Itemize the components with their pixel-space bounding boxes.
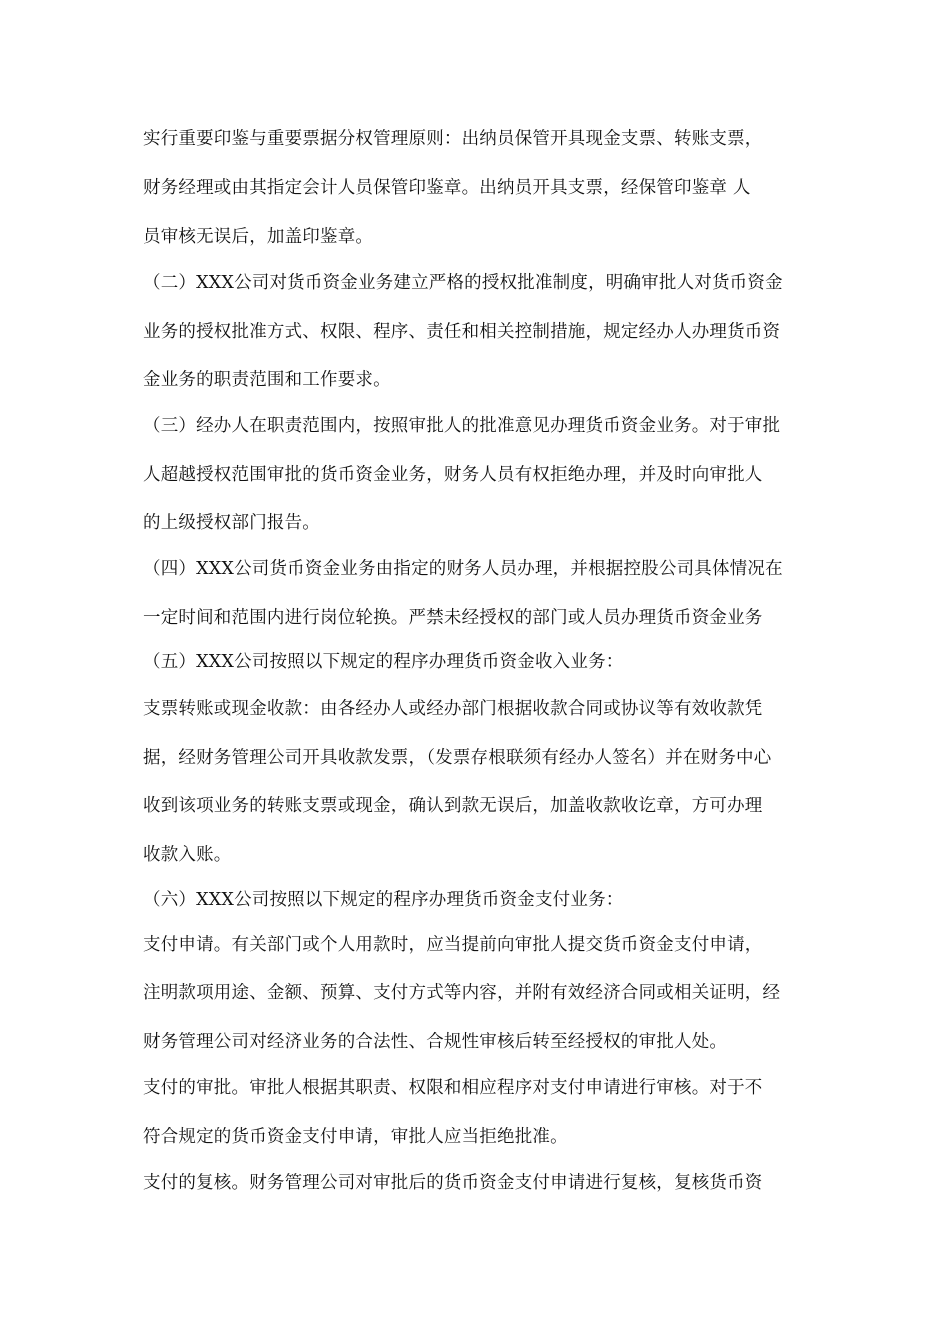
text-line: 实行重要印鉴与重要票据分权管理原则：出纳员保管开具现金支票、转账支票， <box>143 129 763 149</box>
text-line: 一定时间和范围内进行岗位轮换。严禁未经授权的部门或人员办理货币资金业务 <box>143 608 763 628</box>
text-line: （五）XXX公司按照以下规定的程序办理货币资金收入业务： <box>143 652 624 672</box>
text-line: （二）XXX公司对货币资金业务建立严格的授权批准制度，明确审批人对货币资金 <box>143 273 783 293</box>
text-line: （四）XXX公司货币资金业务由指定的财务人员办理，并根据控股公司具体情况在 <box>143 559 783 579</box>
text-line: 金业务的职责范围和工作要求。 <box>143 370 391 390</box>
text-line: 的上级授权部门报告。 <box>143 513 320 533</box>
text-line: 支付申请。有关部门或个人用款时，应当提前向审批人提交货币资金支付申请， <box>143 935 763 955</box>
text-line: 支付的复核。财务管理公司对审批后的货币资金支付申请进行复核，复核货币资 <box>143 1173 763 1193</box>
text-line: 符合规定的货币资金支付申请，审批人应当拒绝批准。 <box>143 1127 568 1147</box>
text-line: 收款入账。 <box>143 845 232 865</box>
text-line: 据，经财务管理公司开具收款发票，（发票存根联须有经办人签名）并在财务中心 <box>143 748 772 768</box>
text-line: 注明款项用途、金额、预算、支付方式等内容，并附有效经济合同或相关证明，经 <box>143 983 781 1003</box>
text-line: 财务经理或由其指定会计人员保管印鉴章。出纳员开具支票，经保管印鉴章 人 <box>143 178 751 198</box>
text-line: 支票转账或现金收款：由各经办人或经办部门根据收款合同或协议等有效收款凭 <box>143 699 763 719</box>
text-line: （三）经办人在职责范围内，按照审批人的批准意见办理货币资金业务。对于审批 <box>143 416 781 436</box>
text-line: 收到该项业务的转账支票或现金，确认到款无误后，加盖收款收讫章，方可办理 <box>143 796 763 816</box>
text-line: （六）XXX公司按照以下规定的程序办理货币资金支付业务： <box>143 890 624 910</box>
text-line: 业务的授权批准方式、权限、程序、责任和相关控制措施，规定经办人办理货币资 <box>143 322 781 342</box>
text-line: 员审核无误后，加盖印鉴章。 <box>143 227 374 247</box>
text-line: 财务管理公司对经济业务的合法性、合规性审核后转至经授权的审批人处。 <box>143 1032 728 1052</box>
text-line: 人超越授权范围审批的货币资金业务，财务人员有权拒绝办理，并及时向审批人 <box>143 465 763 485</box>
text-line: 支付的审批。审批人根据其职责、权限和相应程序对支付申请进行审核。对于不 <box>143 1078 763 1098</box>
